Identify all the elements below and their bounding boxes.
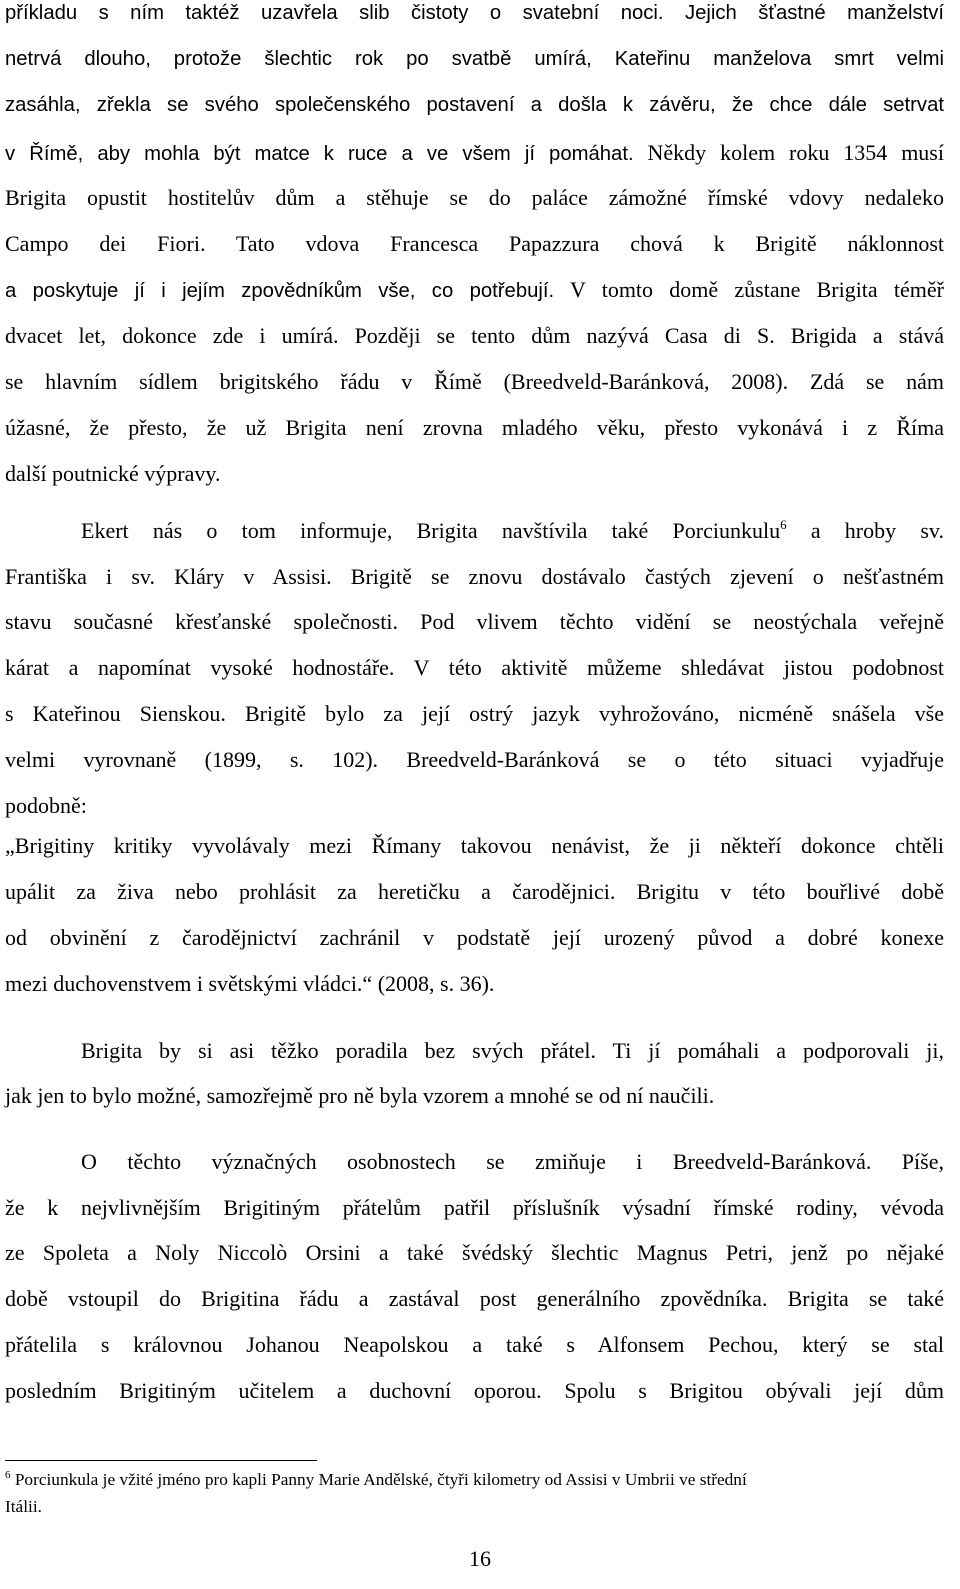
text-segment: v Římě, aby mohla být matce k ruce a ve všem jí pomáhat. bbox=[5, 143, 634, 165]
text-segment: V tomto domě zůstane Brigita téměř bbox=[554, 277, 944, 302]
footnote-separator bbox=[5, 1460, 317, 1461]
text-segment: a poskytuje jí i jejím zpovědníkům vše, co potřebují. bbox=[5, 280, 555, 302]
quote-line: „Brigitiny kritiky vyvolávaly mezi Římany takovou nenávist, že ji někteří dokonce chtěli bbox=[5, 833, 944, 858]
text-segment: a hroby sv. bbox=[786, 518, 944, 543]
text-line: Brigita by si asi těžko poradila bez svých přátel. Ti jí pomáhali a podporovali ji, bbox=[81, 1038, 944, 1063]
text-line: posledním Brigitiným učitelem a duchovní oporou. Spolu s Brigitou obývali její dům bbox=[5, 1378, 944, 1403]
text-line: stavu současné křesťanské společnosti. Pod vlivem těchto vidění se neostýchala veřejně bbox=[5, 609, 944, 634]
text-line: Campo dei Fiori. Tato vdova Francesca Papazzura chová k Brigitě náklonnost bbox=[5, 231, 944, 256]
text-line: Františka i sv. Kláry v Assisi. Brigitě se znovu dostávalo častých zjevení o nešťastném bbox=[5, 564, 944, 589]
text-line-mixed bbox=[5, 140, 944, 166]
page-number: 16 bbox=[469, 1546, 491, 1571]
text-line: úžasné, že přesto, že už Brigita není zrovna mladého věku, přesto vykonává i z Říma bbox=[5, 415, 944, 440]
text-line: netrvá dlouho, protože šlechtic rok po svatbě umírá, Kateřinu manželova smrt velmi bbox=[5, 48, 944, 70]
text-segment: Ekert nás o tom informuje, Brigita navštívila také Porciunkulu bbox=[81, 518, 781, 543]
text-line: době vstoupil do Brigitina řádu a zastával post generálního zpovědníka. Brigita se také bbox=[5, 1286, 944, 1311]
text-line: že k nejvlivnějším Brigitiným přátelům patřil příslušník výsadní římské rodiny, vévoda bbox=[5, 1195, 944, 1220]
text-line: kárat a napomínat vysoké hodnostáře. V této aktivitě můžeme shledávat jistou podobnost bbox=[5, 655, 944, 680]
text-line-with-footnote bbox=[81, 518, 944, 544]
text-line: s Kateřinou Sienskou. Brigitě bylo za její ostrý jazyk vyhrožováno, nicméně snášela vše bbox=[5, 701, 944, 726]
footnote-number: 6 bbox=[5, 1469, 11, 1481]
footnote-line: Itálii. bbox=[5, 1497, 42, 1516]
quote-line: upálit za živa nebo prohlásit za heretičku a čarodějnici. Brigitu v této bouřlivé době bbox=[5, 879, 944, 904]
footnote-line bbox=[5, 1470, 944, 1490]
quote-line: mezi duchovenstvem i světskými vládci.“ (2008, s. 36). bbox=[5, 971, 495, 996]
footnote-reference: 6 bbox=[780, 517, 787, 532]
text-segment: Někdy kolem roku 1354 musí bbox=[633, 140, 944, 165]
text-line-mixed bbox=[5, 277, 944, 303]
text-line: podobně: bbox=[5, 793, 87, 818]
quote-line: od obvinění z čarodějnictví zachránil v podstatě její urozený původ a dobré konexe bbox=[5, 925, 944, 950]
text-line: přátelila s královnou Johanou Neapolskou a také s Alfonsem Pechou, který se stal bbox=[5, 1332, 944, 1357]
text-line: další poutnické výpravy. bbox=[5, 461, 221, 486]
text-line: se hlavním sídlem brigitského řádu v Římě (Breedveld-Baránková, 2008). Zdá se nám bbox=[5, 369, 944, 394]
text-line: O těchto význačných osobnostech se zmiňuje i Breedveld-Baránková. Píše, bbox=[81, 1149, 944, 1174]
text-line: Brigita opustit hostitelův dům a stěhuje se do paláce zámožné římské vdovy nedaleko bbox=[5, 185, 944, 210]
text-line: ze Spoleta a Noly Niccolò Orsini a také švédský šlechtic Magnus Petri, jenž po nějaké bbox=[5, 1240, 944, 1265]
text-line: zasáhla, zřekla se svého společenského postavení a došla k závěru, že chce dále setrvat bbox=[5, 94, 944, 116]
text-line: dvacet let, dokonce zde i umírá. Později se tento dům nazývá Casa di S. Brigida a stává bbox=[5, 323, 944, 348]
text-line: velmi vyrovnaně (1899, s. 102). Breedveld-Baránková se o této situaci vyjadřuje bbox=[5, 747, 944, 772]
footnote-text: Porciunkula je vžité jméno pro kapli Panny Marie Andělské, čtyři kilometry od Assisi v Umbrii ve střední bbox=[10, 1470, 747, 1489]
text-line: jak jen to bylo možné, samozřejmě pro ně byla vzorem a mnohé se od ní naučili. bbox=[5, 1083, 715, 1108]
text-line: příkladu s ním taktéž uzavřela slib čistoty o svatební noci. Jejich šťastné manželství bbox=[5, 2, 944, 24]
